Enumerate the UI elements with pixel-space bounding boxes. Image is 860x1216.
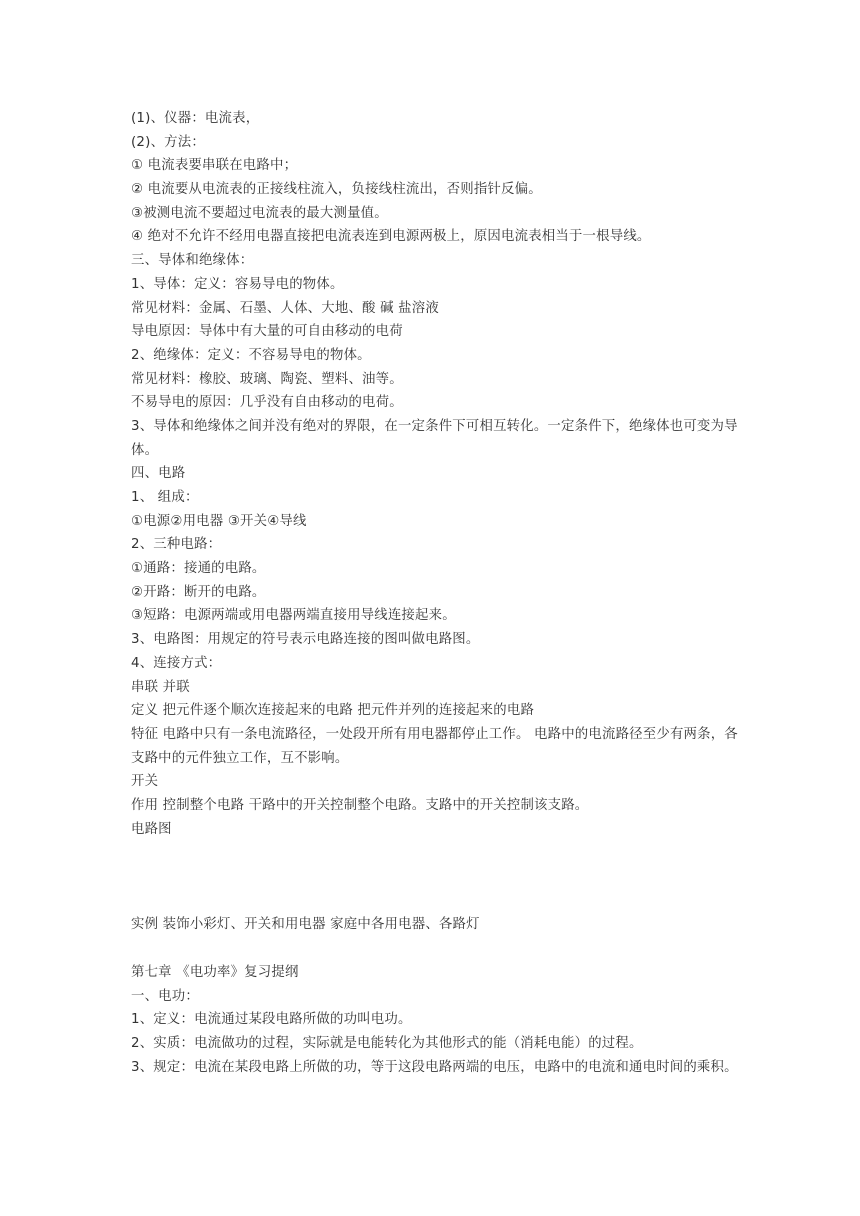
paragraph-feature: 特征 电路中只有一条电流路径，一处段开所有用电器都停止工作。 电路中的电流路径至少有两条，各支路中的元件独立工作，互不影响。: [131, 726, 738, 766]
text-line: 作用 控制整个电路 干路中的开关控制整个电路。支路中的开关控制该支路。: [131, 798, 589, 813]
section-heading: 四、电路: [131, 466, 186, 482]
text-line: 2、实质：电流做功的过程，实际就是电能转化为其他形式的能（消耗电能）的过程。: [131, 1036, 643, 1052]
text-line: 1、 组成：: [131, 490, 199, 506]
text-line: 电路图: [131, 821, 172, 837]
text-line: 定义 把元件逐个顺次连接起来的电路 把元件并列的连接起来的电路: [131, 703, 535, 719]
section-part4: [131, 961, 741, 1056]
text-line: 不易导电的原因：几乎没有自由移动的电荷。: [131, 395, 403, 411]
section-heading: 一、电功：: [131, 988, 199, 1004]
text-line: ③短路：电源两端或用电器两端直接用导线连接起来。: [131, 608, 456, 624]
section-heading: 三、导体和绝缘体：: [131, 253, 254, 269]
text-line: ① 电流表要串联在电路中；: [131, 158, 298, 174]
text-line: 1、定义：电流通过某段电路所做的功叫电功。: [131, 1012, 412, 1028]
text-line: 常见材料：橡胶、玻璃、陶瓷、塑料、油等。: [131, 371, 403, 387]
text-line: (1)、仪器：电流表，: [131, 111, 260, 126]
text-line: (2)、方法：: [131, 134, 205, 150]
text-line: ④ 绝对不允许不经用电器直接把电流表连到电源两极上，原因电流表相当于一根导线。: [131, 229, 651, 245]
paragraph-rule: 3、规定：电流在某段电路上所做的功，等于这段电路两端的电压，电路中的电流和通电时间的乘积。: [131, 1059, 738, 1075]
chapter-heading: 第七章 《电功率》复习提纲: [131, 965, 299, 981]
text-line: 1、导体：定义：容易导电的物体。: [131, 276, 344, 292]
text-line: ①电源②用电器 ③开关④导线: [131, 513, 307, 529]
document-body: [131, 107, 741, 1080]
text-line: 2、绝缘体：定义：不容易导电的物体。: [131, 347, 371, 363]
text-line: 4、连接方式：: [131, 655, 222, 671]
blank-space: [131, 937, 741, 961]
example-line: 实例 装饰小彩灯、开关和用电器 家庭中各用电器、各路灯: [131, 917, 480, 933]
blank-space: [131, 841, 741, 913]
paragraph-insulator-convert: 3、导体和绝缘体之间并没有绝对的界限，在一定条件下可相互转化。一定条件下，绝缘体也可变为导体。: [131, 418, 738, 458]
text-line: 串联 并联: [131, 679, 190, 695]
text-line: 常见材料：金属、石墨、人体、大地、酸 碱 盐溶液: [131, 300, 439, 316]
text-line: 2、三种电路：: [131, 537, 222, 553]
section-part3: [131, 770, 741, 841]
text-line: 导电原因：导体中有大量的可自由移动的电荷: [131, 324, 403, 340]
text-line: 开关: [131, 774, 159, 790]
text-line: ①通路：接通的电路。: [131, 561, 266, 577]
text-line: 3、电路图：用规定的符号表示电路连接的图叫做电路图。: [131, 632, 480, 648]
text-line: ②开路：断开的电路。: [131, 584, 266, 600]
section-part2: [131, 462, 741, 723]
text-line: ② 电流要从电流表的正接线柱流入，负接线柱流出，否则指针反偏。: [131, 182, 542, 198]
text-line: ③被测电流不要超过电流表的最大测量值。: [131, 205, 388, 221]
section-part1: [131, 107, 741, 415]
